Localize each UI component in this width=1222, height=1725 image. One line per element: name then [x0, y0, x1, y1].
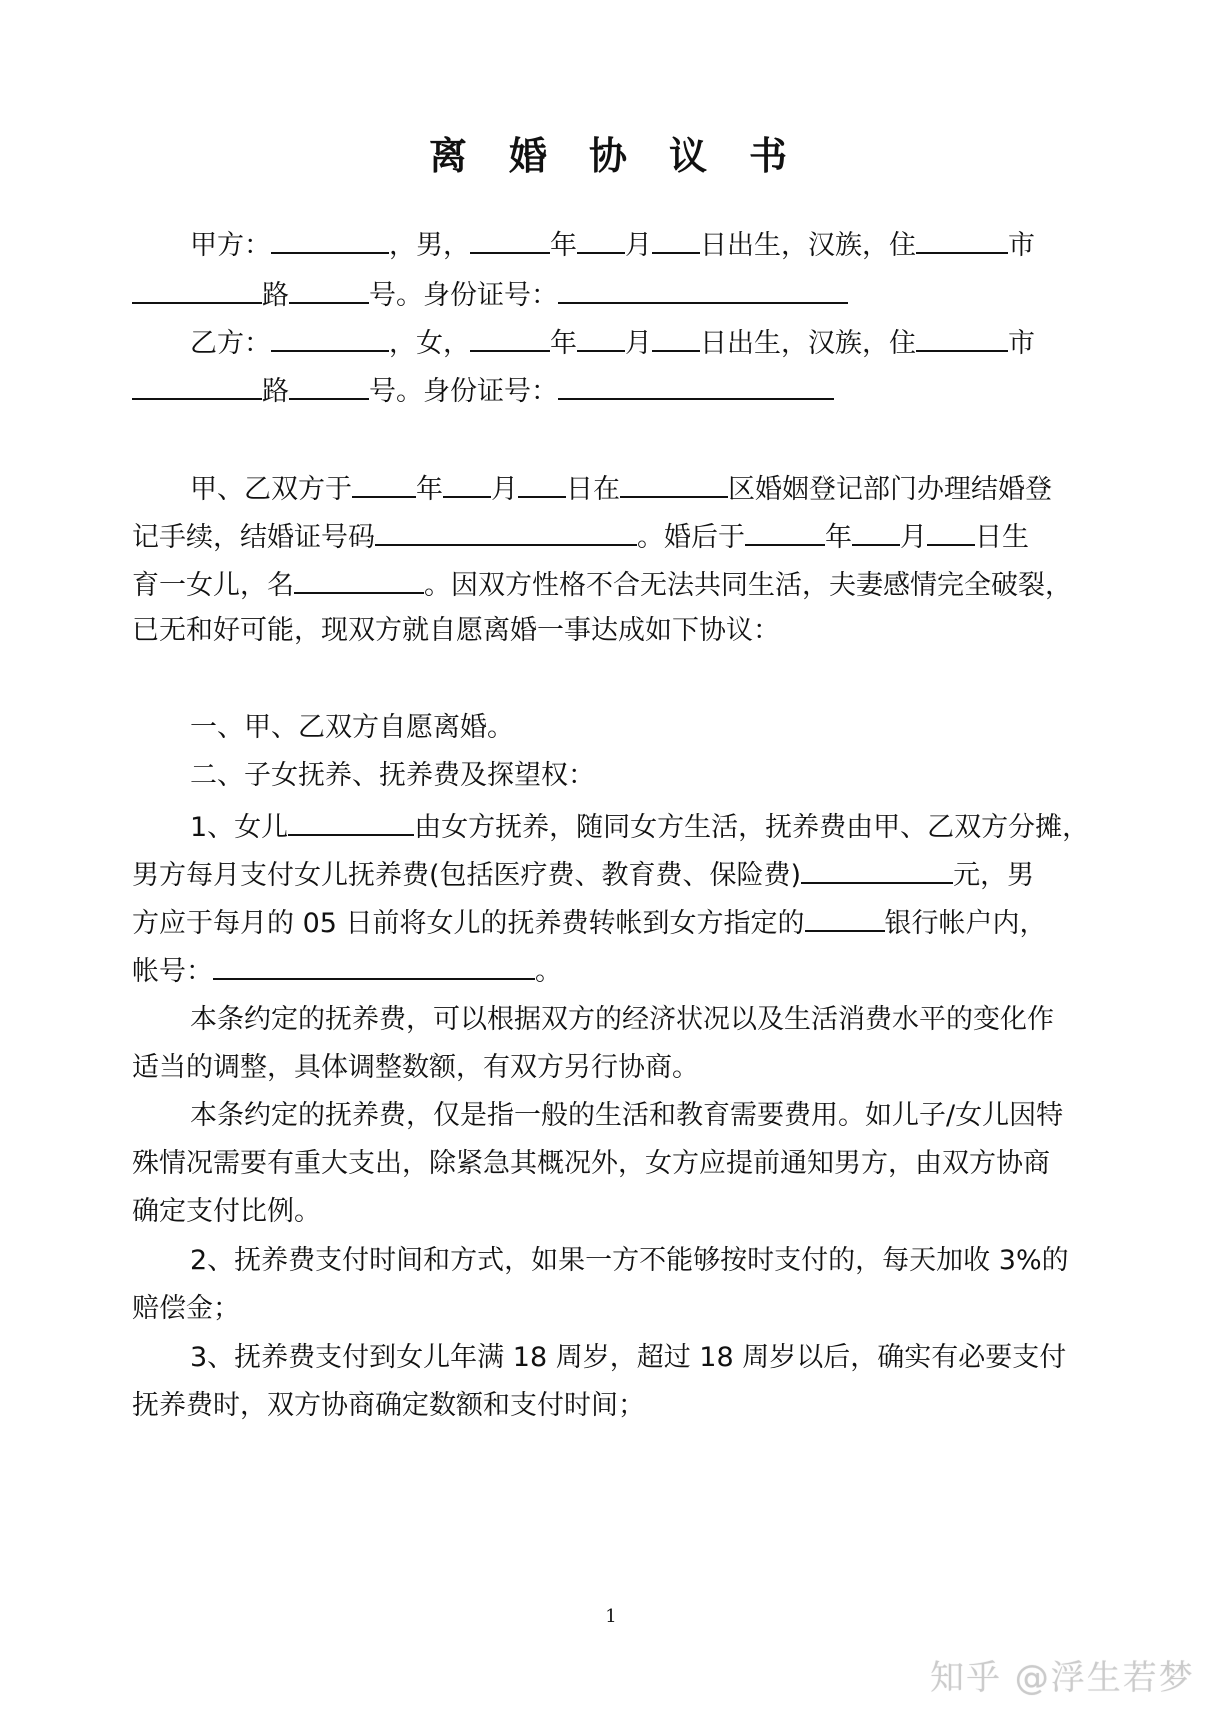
clause-2-item-1-line-4	[132, 952, 1112, 989]
clause-paragraph: 确定支付比例。	[132, 1196, 321, 1227]
clause-2-item-1-line-2	[132, 856, 1112, 893]
clause-paragraph: 赔偿金；	[132, 1293, 240, 1324]
party-b-line-2	[132, 372, 1112, 409]
text-birth: 日出生，汉族，住	[700, 328, 916, 359]
blank-certificate-number	[375, 518, 637, 546]
intro-line-4: 已无和好可能，现双方就自愿离婚一事达成如下协议：	[132, 615, 780, 646]
text-birth: 日出生，汉族，住	[700, 230, 916, 261]
clause-2-item-3: 3、抚养费支付到女儿年满 18 周岁，超过 18 周岁以后，确实有必要支付	[190, 1342, 1067, 1373]
page-number: 1	[605, 1606, 617, 1627]
clause-2-item-2: 2、抚养费支付时间和方式，如果一方不能够按时支付的，每天加收 3%的	[190, 1245, 1069, 1276]
intro-text: 。因双方性格不合无法共同生活，夫妻感情完全破裂，	[424, 570, 1072, 601]
clause-paragraph: 适当的调整，具体调整数额，有双方另行协商。	[132, 1052, 699, 1083]
blank-year	[352, 470, 416, 498]
title-char: 协	[588, 134, 633, 178]
clause-text: 方应于每月的 05 日前将女儿的抚养费转帐到女方指定的	[132, 908, 805, 939]
intro-text: 区婚姻登记部门办理结婚登	[728, 474, 1052, 505]
intro-text: 记手续，结婚证号码	[132, 522, 375, 553]
party-b-gender: ，女，	[389, 328, 470, 359]
blank-day	[518, 470, 566, 498]
intro-text: 年	[825, 522, 852, 553]
title-char: 离	[428, 134, 473, 178]
blank-address	[916, 324, 1008, 352]
clause-2: 二、子女抚养、抚养费及探望权：	[190, 760, 595, 791]
blank-month	[852, 518, 900, 546]
clause-2-item-1-line-3	[132, 904, 1112, 941]
party-a-label: 甲方：	[190, 230, 271, 261]
text-road: 路	[262, 280, 289, 311]
party-a-gender: ，男，	[389, 230, 470, 261]
blank-number	[289, 276, 369, 304]
clause-paragraph: 本条约定的抚养费，可以根据双方的经济状况以及生活消费水平的变化作	[190, 1004, 1054, 1035]
clause-text: 元，男	[953, 860, 1035, 891]
clause-text: 由女方抚养，随同女方生活，抚养费由甲、乙双方分摊，	[414, 812, 1090, 843]
party-b-line-1	[190, 324, 1170, 361]
text-month: 月	[625, 230, 652, 261]
title-char: 议	[669, 134, 714, 178]
clause-paragraph: 本条约定的抚养费，仅是指一般的生活和教育需要费用。如儿子/女儿因特	[190, 1100, 1064, 1131]
blank-district	[620, 470, 728, 498]
blank-day	[652, 226, 700, 254]
intro-text: 。婚后于	[637, 522, 745, 553]
text-city: 市	[1008, 230, 1035, 261]
blank-day	[927, 518, 975, 546]
text-month: 月	[625, 328, 652, 359]
intro-text: 月	[491, 474, 518, 505]
blank-month	[577, 226, 625, 254]
blank-address	[916, 226, 1008, 254]
text-road: 路	[262, 376, 289, 407]
blank-name	[271, 324, 389, 352]
intro-line-2	[132, 518, 1112, 555]
text-id-label: 号。身份证号：	[369, 376, 558, 407]
party-a-line-2	[132, 276, 1112, 313]
clause-paragraph: 殊情况需要有重大支出，除紧急其概况外，女方应提前通知男方，由双方协商	[132, 1148, 1050, 1179]
blank-name	[271, 226, 389, 254]
blank-bank	[805, 904, 885, 932]
blank-month	[443, 470, 491, 498]
clause-text: 银行帐户内，	[884, 908, 1047, 939]
title-char: 书	[749, 134, 794, 178]
blank-account-number	[213, 952, 535, 980]
blank-number	[289, 372, 369, 400]
blank-year	[470, 324, 550, 352]
intro-line-3	[132, 566, 1112, 603]
title-char: 婚	[508, 134, 553, 178]
intro-line-1	[190, 470, 1170, 507]
party-b-label: 乙方：	[190, 328, 271, 359]
intro-text: 育一女儿，名	[132, 570, 294, 601]
clause-text: 1、女儿	[190, 812, 289, 843]
blank-year	[470, 226, 550, 254]
clause-1: 一、甲、乙双方自愿离婚。	[190, 712, 514, 743]
party-a-line-1	[190, 226, 1170, 263]
blank-road	[132, 276, 262, 304]
blank-id-number	[558, 276, 848, 304]
intro-text: 月	[900, 522, 927, 553]
clause-text: 男方每月支付女儿抚养费(包括医疗费、教育费、保险费)	[132, 860, 802, 891]
intro-text: 年	[416, 474, 443, 505]
watermark: 知乎 @浮生若梦	[930, 1658, 1195, 1698]
blank-day	[652, 324, 700, 352]
blank-road	[132, 372, 262, 400]
clause-text: 。	[535, 956, 562, 987]
clause-2-item-1-line-1	[190, 808, 1170, 845]
blank-amount	[801, 856, 953, 884]
document-title	[0, 125, 1222, 180]
blank-child-name	[294, 566, 424, 594]
text-year: 年	[550, 328, 577, 359]
intro-text: 日生	[975, 522, 1029, 553]
text-year: 年	[550, 230, 577, 261]
text-id-label: 号。身份证号：	[369, 280, 558, 311]
blank-id-number	[558, 372, 834, 400]
clause-paragraph: 抚养费时，双方协商确定数额和支付时间；	[132, 1390, 645, 1421]
blank-daughter-name	[288, 808, 414, 836]
clause-text: 帐号：	[132, 956, 213, 987]
intro-text: 甲、乙双方于	[190, 474, 352, 505]
blank-month	[577, 324, 625, 352]
intro-text: 日在	[566, 474, 620, 505]
blank-year	[745, 518, 825, 546]
text-city: 市	[1008, 328, 1035, 359]
